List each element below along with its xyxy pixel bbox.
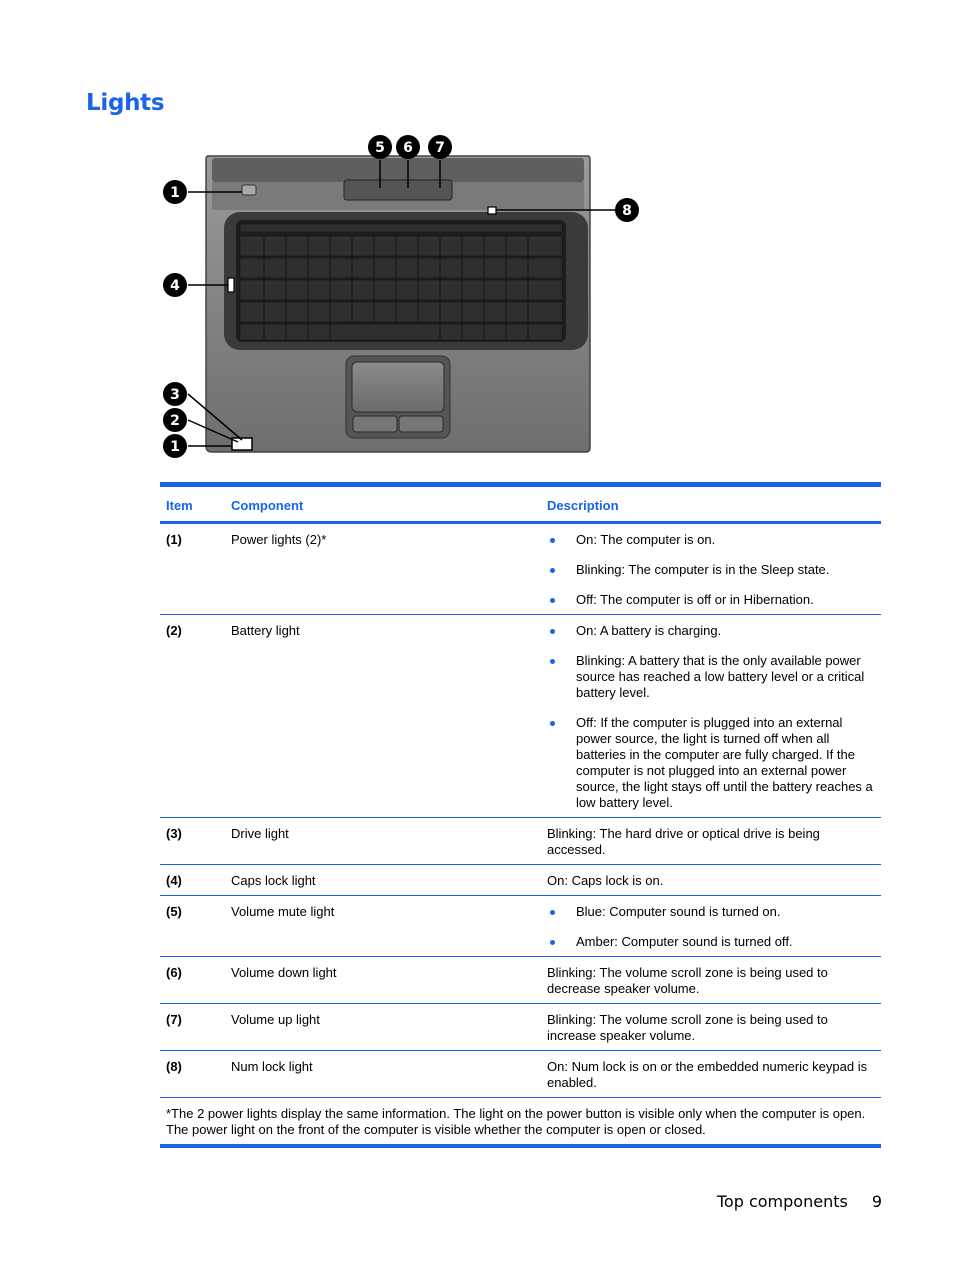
page-title: Lights (86, 90, 165, 116)
hinge (212, 158, 584, 182)
list-item: Amber: Computer sound is turned off. (547, 934, 875, 950)
volume-strip (344, 180, 452, 200)
header-description: Description (541, 485, 881, 523)
row-component: Battery light (225, 615, 541, 818)
callout-2 (163, 408, 187, 432)
page-footer (717, 1192, 882, 1211)
table-row (160, 615, 881, 818)
list-item: Blue: Computer sound is turned on. (547, 904, 875, 920)
power-button (242, 185, 256, 195)
svg-text:8: 8 (622, 203, 632, 219)
svg-text:3: 3 (170, 387, 180, 403)
row-component: Num lock light (225, 1051, 541, 1098)
table-row (160, 865, 881, 896)
footer-section-title: Top components (716, 1192, 848, 1211)
row-component: Caps lock light (225, 865, 541, 896)
row-description (541, 523, 881, 615)
list-item: Off: The computer is off or in Hibernation. (547, 592, 875, 608)
row-item: (8) (160, 1051, 225, 1098)
table-row (160, 1004, 881, 1051)
svg-text:5: 5 (375, 140, 385, 156)
table-row (160, 957, 881, 1004)
table-footnote: *The 2 power lights display the same information. The light on the power button is visible only when the computer is open. The power light on the front of the computer is visible whether the computer is open or closed. (166, 1106, 866, 1137)
row-component: Power lights (2)* (225, 523, 541, 615)
row-component: Volume up light (225, 1004, 541, 1051)
row-description: Blinking: The volume scroll zone is being used to increase speaker volume. (541, 1004, 881, 1051)
row-description: On: Num lock is on or the embedded numeric keypad is enabled. (541, 1051, 881, 1098)
row-item: (2) (160, 615, 225, 818)
svg-text:2: 2 (170, 413, 180, 429)
lights-table (160, 482, 881, 1148)
touchpad (352, 362, 444, 412)
row-item: (7) (160, 1004, 225, 1051)
callout-8 (615, 198, 639, 222)
row-description: On: Caps lock is on. (541, 865, 881, 896)
list-item: Off: If the computer is plugged into an external power source, the light is turned off when all batteries in the computer are fully charged. If the computer is not plugged into an external power source, the light stays off until the battery reaches a low battery level. (547, 715, 875, 811)
callout-5 (368, 135, 392, 159)
caps-lock-led (228, 278, 234, 292)
row-component: Volume mute light (225, 896, 541, 957)
row-item: (3) (160, 818, 225, 865)
callout-7 (428, 135, 452, 159)
touchpad-right-button (399, 416, 443, 432)
table-row (160, 523, 881, 615)
callout-3 (163, 382, 187, 406)
row-component: Drive light (225, 818, 541, 865)
svg-text:4: 4 (170, 278, 180, 294)
page-number: 9 (871, 1192, 882, 1211)
header-component: Component (225, 485, 541, 523)
header-item: Item (160, 485, 225, 523)
svg-text:7: 7 (435, 140, 445, 156)
callout-1-top (163, 180, 187, 204)
row-item: (6) (160, 957, 225, 1004)
row-item: (5) (160, 896, 225, 957)
row-description: Blinking: The volume scroll zone is being used to decrease speaker volume. (541, 957, 881, 1004)
list-item: On: A battery is charging. (547, 623, 875, 639)
row-description (541, 896, 881, 957)
list-item: Blinking: The computer is in the Sleep state. (547, 562, 875, 578)
row-description: Blinking: The hard drive or optical drive is being accessed. (541, 818, 881, 865)
row-component: Volume down light (225, 957, 541, 1004)
laptop-top-figure (160, 130, 640, 460)
table-row (160, 896, 881, 957)
callout-1-bottom (163, 434, 187, 458)
svg-text:1: 1 (170, 439, 180, 455)
list-item: On: The computer is on. (547, 532, 875, 548)
svg-text:6: 6 (403, 140, 413, 156)
num-lock-led (488, 207, 496, 214)
touchpad-left-button (353, 416, 397, 432)
callout-4 (163, 273, 187, 297)
table-row (160, 818, 881, 865)
table-note-row (160, 1098, 881, 1147)
row-item: (1) (160, 523, 225, 615)
callout-6 (396, 135, 420, 159)
row-item: (4) (160, 865, 225, 896)
table-header-row (160, 485, 881, 523)
row-description (541, 615, 881, 818)
table-row (160, 1051, 881, 1098)
list-item: Blinking: A battery that is the only available power source has reached a low battery level or a critical battery level. (547, 653, 875, 701)
svg-text:1: 1 (170, 185, 180, 201)
